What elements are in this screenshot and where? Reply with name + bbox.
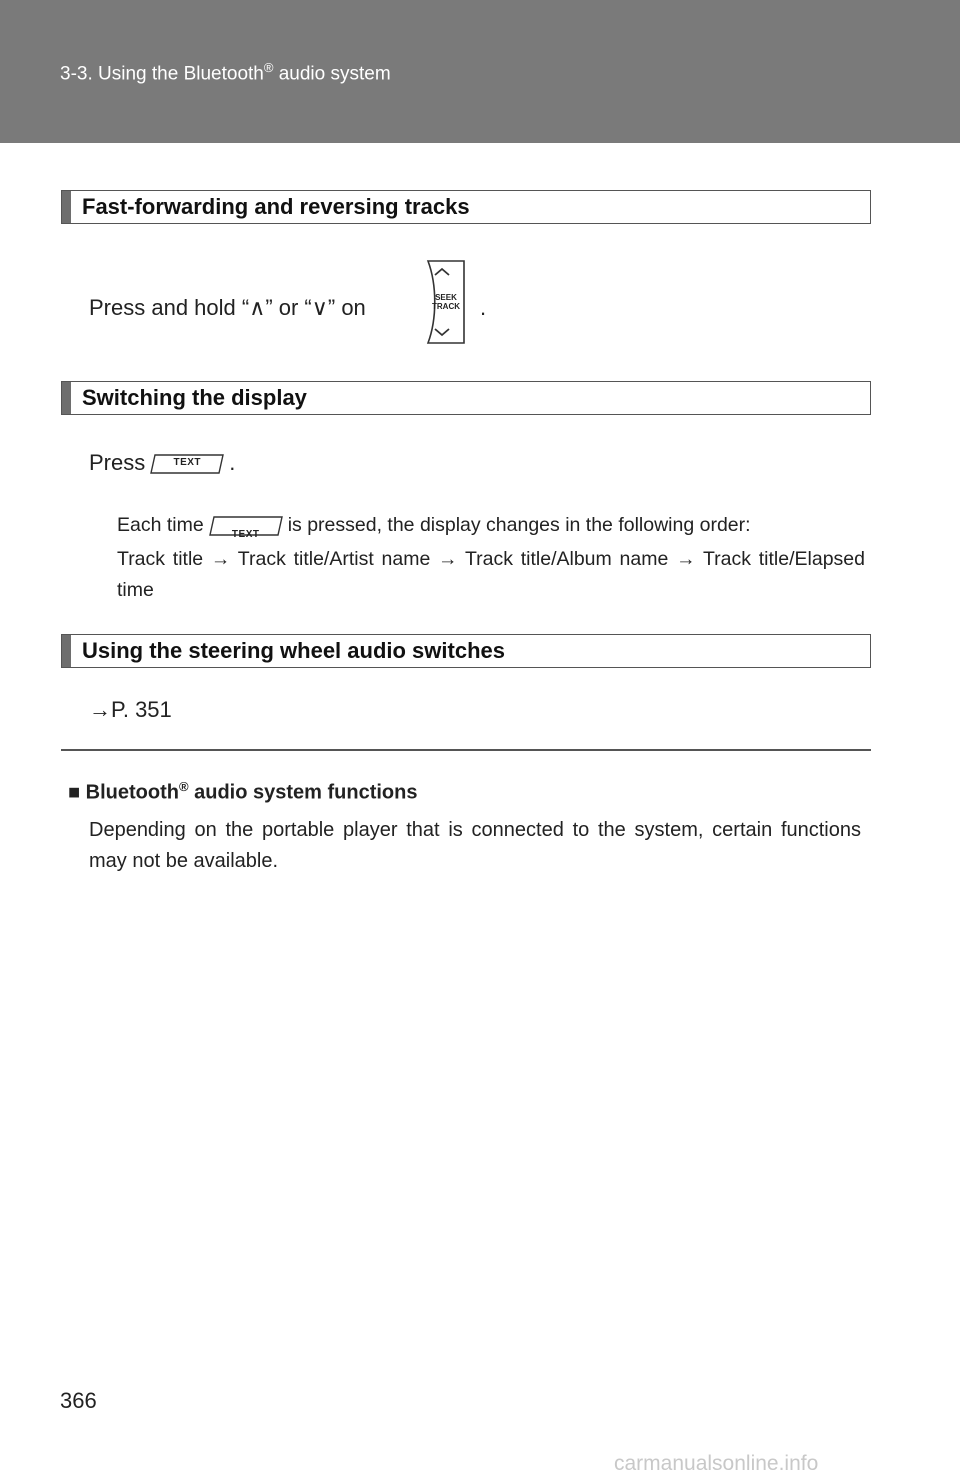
note-body: Depending on the portable player that is connected to the system, certain functions may not be available. — [89, 819, 861, 872]
seek-track-switch-icon: SEEK TRACK — [420, 259, 470, 345]
down-symbol: ∨ — [311, 295, 328, 320]
up-symbol: ∧ — [249, 295, 266, 320]
display-order-text: Track title → Track title/Artist name → Track title/Album name → Track title/Elapsed time — [117, 548, 865, 601]
page-reference-link[interactable]: →P. 351 — [89, 697, 172, 722]
page-number: 366 — [60, 1388, 97, 1413]
each-time-note: Each time TEXT is pressed, the display changes in the following order: — [117, 514, 751, 540]
section-title: Fast-forwarding and reversing tracks — [82, 194, 470, 219]
chapter-title: 3-3. Using the Bluetooth® audio system — [60, 60, 391, 85]
watermark: carmanualsonline.info — [614, 1452, 819, 1475]
fast-forward-instruction: Press and hold “∧” or “∨” on — [89, 295, 366, 320]
text-button-icon: TEXT — [208, 516, 284, 536]
text-button-icon: TEXT — [149, 454, 225, 474]
page-header — [0, 0, 960, 143]
note-heading: ■ Bluetooth® audio system functions — [68, 779, 418, 804]
section-title: Using the steering wheel audio switches — [82, 638, 505, 663]
section-heading-switching-display — [61, 381, 871, 415]
section-heading-fast-forward — [61, 190, 871, 224]
divider — [61, 749, 871, 751]
section-title: Switching the display — [82, 385, 307, 410]
section-heading-steering-switches — [61, 634, 871, 668]
square-bullet-icon: ■ — [68, 781, 81, 804]
press-text-instruction: Press TEXT . — [89, 450, 236, 475]
